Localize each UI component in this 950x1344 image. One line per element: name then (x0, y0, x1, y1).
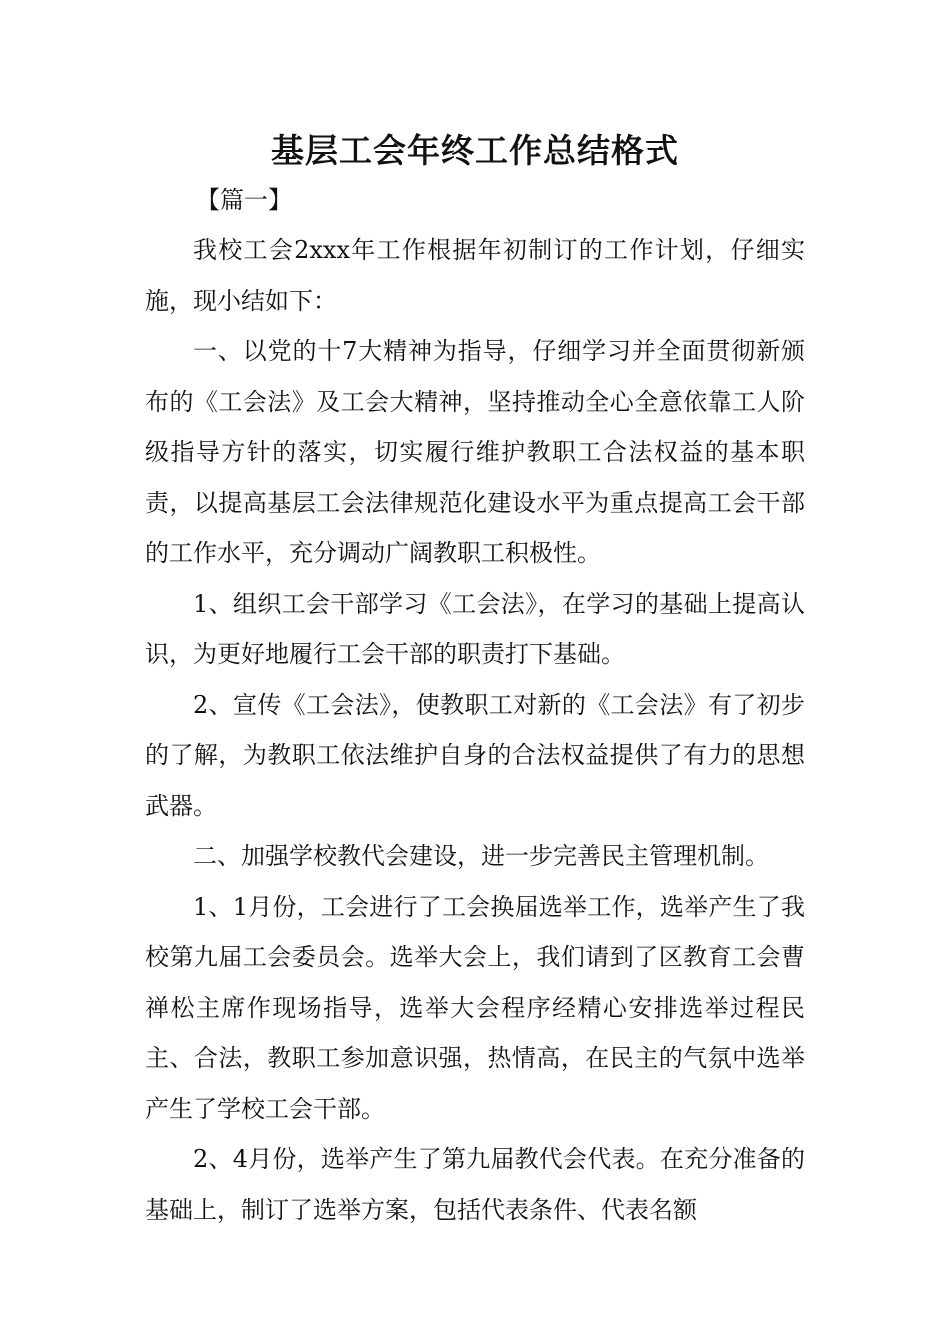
paragraph-section-one: 一、以党的十7大精神为指导，仔细学习并全面贯彻新颁布的《工会法》及工会大精神，坚持推动全心全意依靠工人阶级指导方针的落实，切实履行维护教职工合法权益的基本职责，以提高基层工会法律规范化建设水平为重点提高工会干部的工作水平，充分调动广阔教职工积极性。 (145, 337, 805, 567)
paragraph-intro: 我校工会2xxx年工作根据年初制订的工作计划，仔细实施，现小结如下： (145, 236, 805, 315)
document-body (145, 225, 805, 1235)
paragraph-item-1-1: 1、组织工会干部学习《工会法》，在学习的基础上提高认识，为更好地履行工会干部的职责打下基础。 (145, 589, 805, 668)
paragraph-section-two: 二、加强学校教代会建设，进一步完善民主管理机制。 (193, 842, 769, 870)
paragraph-item-2-1: 1、1月份，工会进行了工会换届选举工作，选举产生了我校第九届工会委员会。选举大会上，我们请到了区教育工会曹禅松主席作现场指导，选举大会程序经精心安排选举过程民主、合法，教职工参加意识强，热情高，在民主的气氛中选举产生了学校工会干部。 (145, 892, 805, 1123)
paragraph-item-2-2: 2、4月份，选举产生了第九届教代会代表。在充分准备的基础上，制订了选举方案，包括代表条件、代表名额 (145, 1145, 805, 1224)
paragraph-item-1-2: 2、宣传《工会法》，使教职工对新的《工会法》有了初步的了解，为教职工依法维护自身的合法权益提供了有力的思想武器。 (145, 690, 805, 820)
section-label: 【篇一】 (196, 186, 292, 214)
document-title: 基层工会年终工作总结格式 (271, 131, 679, 170)
